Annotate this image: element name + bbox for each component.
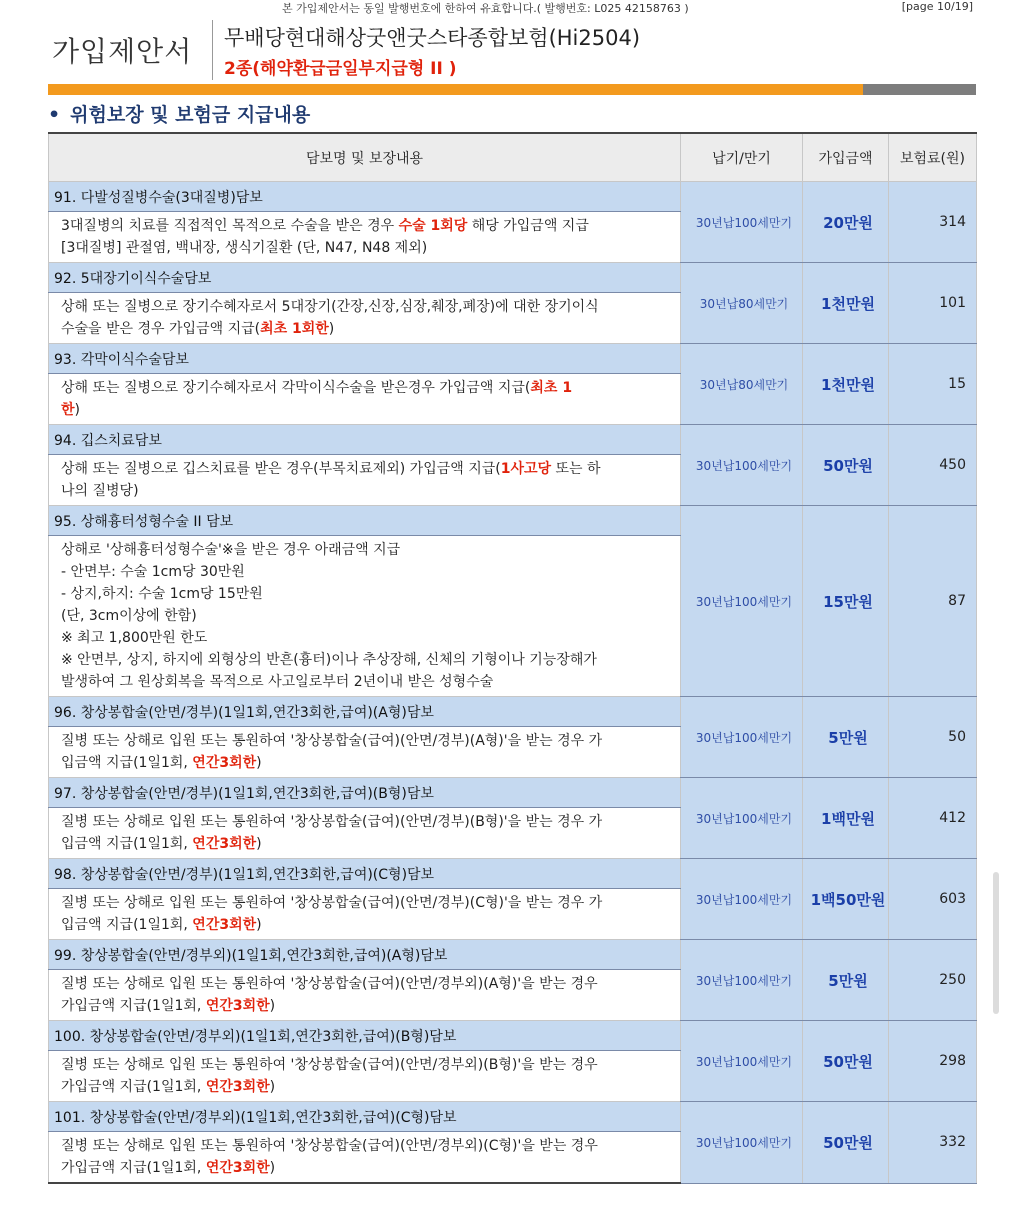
- highlight-text: 연간3회한: [205, 998, 270, 1014]
- amount-cell: 5만원: [803, 697, 889, 778]
- coverage-table: [48, 132, 977, 1184]
- premium-cell: 332: [889, 1102, 977, 1184]
- coverage-name: 96. 창상봉합술(안면/경부)(1일1회,연간3회한,급여)(A형)담보: [49, 697, 681, 727]
- term-cell: 30년납80세만기: [681, 344, 803, 425]
- description-text: 질병 또는 상해로 입원 또는 통원하여 '창상봉합술(급여)(안면/경부외)(B형)'을 받는 경우: [61, 1057, 598, 1073]
- highlight-text: 연간3회한: [205, 1079, 270, 1095]
- table-row: [49, 859, 977, 889]
- table-row: [49, 425, 977, 455]
- description-line: [61, 399, 674, 421]
- premium-cell: 15: [889, 344, 977, 425]
- term-cell: 30년납100세만기: [681, 182, 803, 263]
- description-text: 3대질병의 치료를 직접적인 목적으로 수술을 받은 경우: [61, 218, 399, 234]
- premium-cell: 250: [889, 940, 977, 1021]
- description-text: 나의 질병당): [61, 483, 139, 499]
- document-title: 가입제안서: [52, 35, 193, 68]
- coverage-name: 98. 창상봉합술(안면/경부)(1일1회,연간3회한,급여)(C형)담보: [49, 859, 681, 889]
- description-line: [61, 649, 674, 671]
- description-line: [61, 752, 674, 774]
- description-line: [61, 539, 674, 561]
- highlight-text: 최초 1: [530, 380, 573, 396]
- description-line: [61, 995, 674, 1017]
- description-text: 질병 또는 상해로 입원 또는 통원하여 '창상봉합술(급여)(안면/경부)(C형)'을 받는 경우 가: [61, 895, 603, 911]
- description-line: [61, 1157, 674, 1179]
- amount-cell: 50만원: [803, 425, 889, 506]
- description-line: [61, 215, 674, 237]
- table-header-row: [49, 133, 977, 182]
- description-line: [61, 811, 674, 833]
- description-line: [61, 480, 674, 502]
- amount-cell: 5만원: [803, 940, 889, 1021]
- description-text: ※ 안면부, 상지, 하지에 외형상의 반흔(흉터)이나 추상장해, 신체의 기형이나 기능장해가: [61, 652, 597, 668]
- description-line: [61, 973, 674, 995]
- description-line: [61, 914, 674, 936]
- description-text: 상해 또는 질병으로 장기수혜자로서 각막이식수술을 받은경우 가입금액 지급(: [61, 380, 531, 396]
- coverage-name: 97. 창상봉합술(안면/경부)(1일1회,연간3회한,급여)(B형)담보: [49, 778, 681, 808]
- description-text: ): [256, 755, 262, 771]
- description-text: 입금액 지급(1일1회,: [61, 836, 193, 852]
- premium-cell: 314: [889, 182, 977, 263]
- description-line: [61, 1054, 674, 1076]
- header-amount: 가입금액: [803, 133, 889, 182]
- description-line: [61, 458, 674, 480]
- highlight-text: 최초 1회한: [260, 321, 329, 337]
- coverage-description: [49, 1051, 681, 1102]
- page-scrollbar[interactable]: [993, 872, 999, 1014]
- description-line: [61, 1076, 674, 1098]
- coverage-description: [49, 727, 681, 778]
- table-row: [49, 1102, 977, 1132]
- section-bullet: •: [48, 104, 61, 126]
- highlight-text: 한: [61, 402, 75, 418]
- highlight-text: 연간3회한: [192, 836, 257, 852]
- amount-cell: 50만원: [803, 1102, 889, 1184]
- coverage-description: [49, 455, 681, 506]
- description-text: 또는 하: [551, 461, 601, 477]
- highlight-text: 연간3회한: [192, 917, 257, 933]
- description-line: [61, 730, 674, 752]
- term-cell: 30년납100세만기: [681, 1102, 803, 1184]
- term-cell: 30년납100세만기: [681, 859, 803, 940]
- header-accent-bar-grey: [863, 84, 976, 95]
- table-row: [49, 182, 977, 212]
- table-row: [49, 344, 977, 374]
- description-text: 상해로 '상해흉터성형수술'※을 받은 경우 아래금액 지급: [61, 542, 401, 558]
- description-text: 입금액 지급(1일1회,: [61, 755, 193, 771]
- term-cell: 30년납100세만기: [681, 425, 803, 506]
- description-text: 상해 또는 질병으로 깁스치료를 받은 경우(부목치료제외) 가입금액 지급(: [61, 461, 501, 477]
- description-text: [3대질병] 관절염, 백내장, 생식기질환 (단, N47, N48 제외): [61, 240, 428, 256]
- description-line: [61, 1135, 674, 1157]
- description-text: (단, 3cm이상에 한함): [61, 608, 197, 624]
- coverage-name: 94. 깁스치료담보: [49, 425, 681, 455]
- amount-cell: 1천만원: [803, 263, 889, 344]
- description-text: ): [256, 836, 262, 852]
- description-line: [61, 833, 674, 855]
- description-text: - 안면부: 수술 1cm당 30만원: [61, 564, 245, 580]
- amount-cell: 50만원: [803, 1021, 889, 1102]
- highlight-text: 1사고당: [500, 461, 552, 477]
- description-text: - 상지,하지: 수술 1cm당 15만원: [61, 586, 263, 602]
- coverage-description: [49, 293, 681, 344]
- description-text: ): [269, 1079, 276, 1095]
- description-line: [61, 892, 674, 914]
- description-text: ※ 최고 1,800만원 한도: [61, 630, 208, 646]
- description-line: [61, 561, 674, 583]
- description-text: 상해 또는 질병으로 장기수혜자로서 5대장기(간장,신장,심장,췌장,폐장)에 대한 장기이식: [61, 299, 599, 315]
- table-row: [49, 778, 977, 808]
- title-divider: [212, 20, 213, 80]
- premium-cell: 603: [889, 859, 977, 940]
- description-text: ): [269, 1160, 276, 1176]
- coverage-rows: [49, 182, 977, 1184]
- product-subtype: 2종(해약환급금일부지급형 II ): [224, 59, 457, 79]
- header-term: 납기/만기: [681, 133, 803, 182]
- term-cell: 30년납100세만기: [681, 778, 803, 859]
- coverage-name: 95. 상해흉터성형수술 II 담보: [49, 506, 681, 536]
- description-text: 가입금액 지급(1일1회,: [61, 1160, 206, 1176]
- coverage-description: [49, 374, 681, 425]
- table-row: [49, 940, 977, 970]
- section-title: 위험보장 및 보험금 지급내용: [70, 104, 311, 126]
- coverage-name: 100. 창상봉합술(안면/경부외)(1일1회,연간3회한,급여)(B형)담보: [49, 1021, 681, 1051]
- description-text: 질병 또는 상해로 입원 또는 통원하여 '창상봉합술(급여)(안면/경부외)(A형)'을 받는 경우: [61, 976, 598, 992]
- table-row: [49, 697, 977, 727]
- term-cell: 30년납100세만기: [681, 1021, 803, 1102]
- highlight-text: 연간3회한: [192, 755, 257, 771]
- description-line: [61, 583, 674, 605]
- amount-cell: 15만원: [803, 506, 889, 697]
- coverage-description: [49, 808, 681, 859]
- coverage-name: 91. 다발성질병수술(3대질병)담보: [49, 182, 681, 212]
- description-text: 질병 또는 상해로 입원 또는 통원하여 '창상봉합술(급여)(안면/경부외)(C형)'을 받는 경우: [61, 1138, 598, 1154]
- description-text: 질병 또는 상해로 입원 또는 통원하여 '창상봉합술(급여)(안면/경부)(A형)'을 받는 경우 가: [61, 733, 603, 749]
- premium-cell: 50: [889, 697, 977, 778]
- description-text: 가입금액 지급(1일1회,: [61, 998, 206, 1014]
- premium-cell: 101: [889, 263, 977, 344]
- amount-cell: 1천만원: [803, 344, 889, 425]
- amount-cell: 1백만원: [803, 778, 889, 859]
- coverage-description: [49, 212, 681, 263]
- coverage-name: 93. 각막이식수술담보: [49, 344, 681, 374]
- amount-cell: 1백50만원: [803, 859, 889, 940]
- header-accent-bar: [48, 84, 863, 95]
- description-line: [61, 237, 674, 259]
- description-text: 입금액 지급(1일1회,: [61, 917, 193, 933]
- page-number: [page 10/19]: [901, 0, 973, 13]
- description-line: [61, 605, 674, 627]
- premium-cell: 412: [889, 778, 977, 859]
- coverage-description: [49, 970, 681, 1021]
- coverage-description: [49, 1132, 681, 1184]
- table-row: [49, 263, 977, 293]
- description-text: 가입금액 지급(1일1회,: [61, 1079, 206, 1095]
- term-cell: 30년납100세만기: [681, 940, 803, 1021]
- highlight-text: 수술 1회당: [398, 218, 468, 234]
- description-text: ): [256, 917, 262, 933]
- header-premium: 보험료(원): [889, 133, 977, 182]
- section-heading: [48, 100, 310, 127]
- coverage-name: 99. 창상봉합술(안면/경부외)(1일1회,연간3회한,급여)(A형)담보: [49, 940, 681, 970]
- description-line: [61, 296, 674, 318]
- header-coverage: 담보명 및 보장내용: [49, 133, 681, 182]
- premium-cell: 87: [889, 506, 977, 697]
- coverage-name: 92. 5대장기이식수술담보: [49, 263, 681, 293]
- description-text: ): [269, 998, 276, 1014]
- product-name: 무배당현대해상굿앤굿스타종합보험(Hi2504): [224, 26, 641, 50]
- description-text: ): [74, 402, 80, 418]
- description-line: [61, 671, 674, 693]
- coverage-name: 101. 창상봉합술(안면/경부외)(1일1회,연간3회한,급여)(C형)담보: [49, 1102, 681, 1132]
- description-text: 해당 가입금액 지급: [467, 218, 589, 234]
- table-row: [49, 1021, 977, 1051]
- term-cell: 30년납80세만기: [681, 263, 803, 344]
- description-text: ): [328, 321, 335, 337]
- highlight-text: 연간3회한: [205, 1160, 270, 1176]
- amount-cell: 20만원: [803, 182, 889, 263]
- coverage-description: [49, 536, 681, 697]
- premium-cell: 298: [889, 1021, 977, 1102]
- term-cell: 30년납100세만기: [681, 506, 803, 697]
- term-cell: 30년납100세만기: [681, 697, 803, 778]
- description-text: 수술을 받은 경우 가입금액 지급(: [61, 321, 261, 337]
- coverage-description: [49, 889, 681, 940]
- table-row: [49, 506, 977, 536]
- description-text: 발생하여 그 원상회복을 목적으로 사고일로부터 2년이내 받은 성형수술: [61, 674, 494, 690]
- description-line: [61, 318, 674, 340]
- description-line: [61, 377, 674, 399]
- premium-cell: 450: [889, 425, 977, 506]
- description-text: 질병 또는 상해로 입원 또는 통원하여 '창상봉합술(급여)(안면/경부)(B형)'을 받는 경우 가: [61, 814, 603, 830]
- description-line: [61, 627, 674, 649]
- validity-notice: 본 가입제안서는 동일 발행번호에 한하여 유효합니다.( 발행번호: L025 42158763 ): [282, 2, 689, 15]
